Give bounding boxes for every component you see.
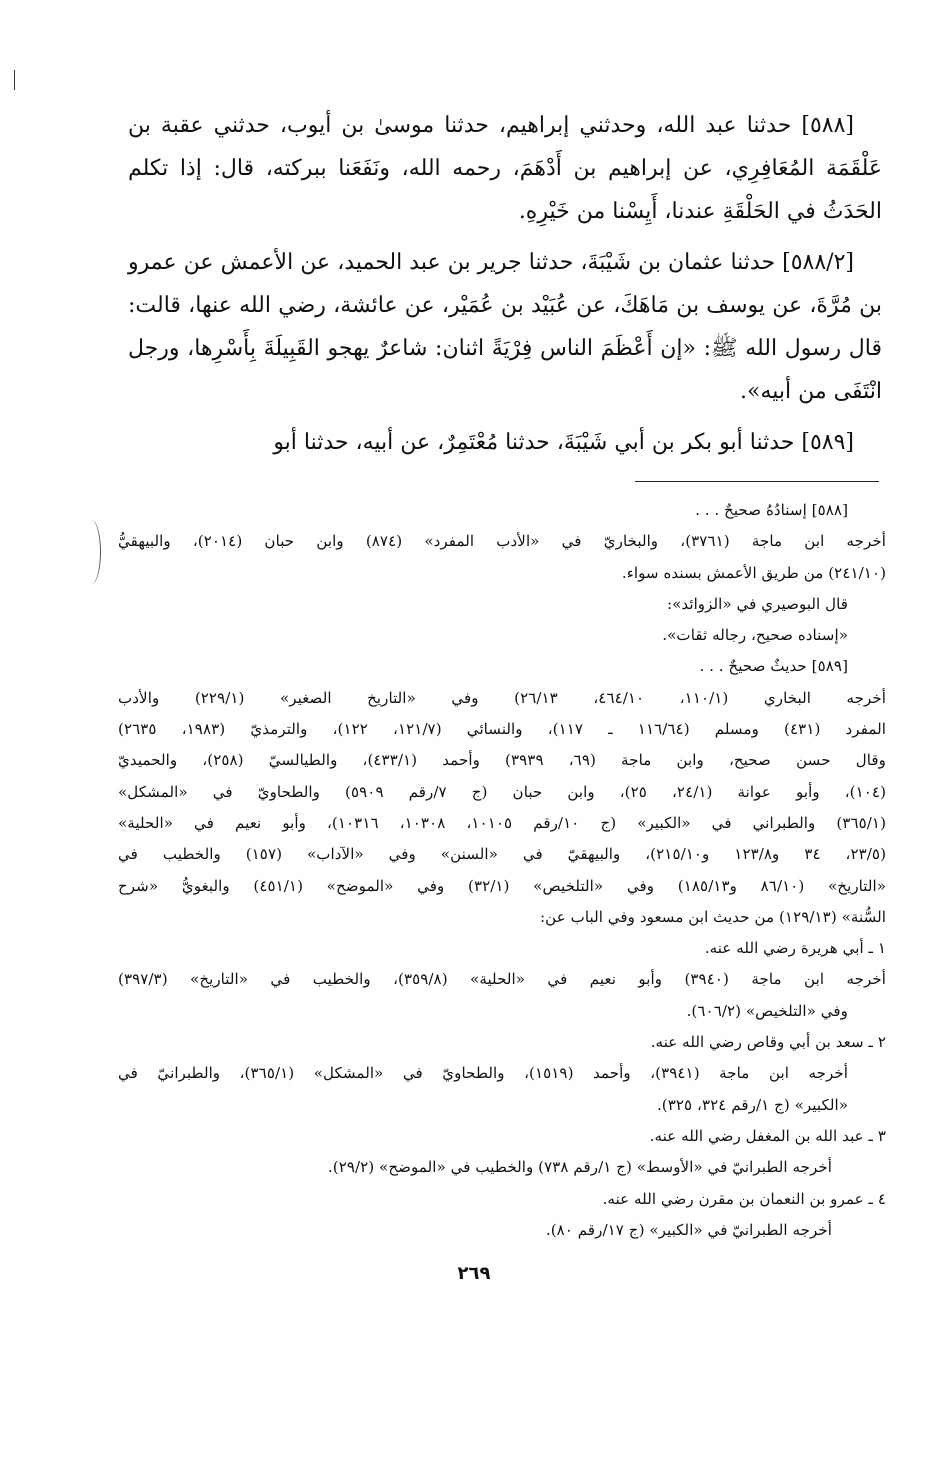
footnote-line: [٥٨٩] حديثٌ صحيحٌ . . .: [699, 657, 848, 676]
footnote-line: «الكبير» (ج ١/رقم ٣٢٤، ٣٢٥).: [656, 1095, 848, 1114]
footnote-line: [٥٨٨] إسنادُهُ صحيحٌ . . .: [695, 501, 848, 519]
footnote-line: أخرجه الطبرانيّ في «الكبير» (ج ١٧/رقم ٨٠).: [545, 1220, 832, 1239]
footnote-separator: [635, 481, 879, 482]
footnote-line: أخرجه ابن ماجة (٣٩٤١)، وأحمد (١٥١٩)، والطحاويّ في «المشكل» (٣٦٥/١)، والطبرانيّ في: [118, 1064, 848, 1083]
footnote-line: أخرجه البخاري (١١٠/١، ٤٦٤/١٠، ٢٦/١٣) وفي «التاريخ الصغير» (٢٢٩/١) والأدب: [118, 688, 886, 707]
footnote-line: وقال حسن صحيح، وابن ماجة (٦٩، ٣٩٣٩) وأحمد (٤٣٣/١)، والطيالسيّ (٢٥٨)، والحميديّ: [118, 751, 886, 770]
footnote-line: (٢٤١/١٠) من طريق الأعمش بسنده سواء.: [621, 563, 886, 582]
hadith-589: [٥٨٩] حدثنا أبو بكر بن أبي شَيْبَةَ، حدثنا مُعْتَمِرٌ، عن أبيه، حدثنا أبو: [273, 430, 854, 455]
footnotes: [118, 495, 886, 1246]
footnote-line: (٢٣/٥، ٣٤ و١٢٣/٨ و٢١٥/١٠)، والبيهقيّ في «السنن» وفي «الآداب» (١٥٧) والخطيب في: [118, 845, 886, 864]
footnote-line: وفي «التلخيص» (٦٠٦/٢).: [686, 1001, 848, 1020]
margin-mark: [14, 70, 15, 90]
hadith-588: [٥٨٨] حدثنا عبد الله، وحدثني إبراهيم، حدثنا موسىٰ بن أيوب، حدثني عقبة بن عَلْقَمَة المُعَافِرِي، عن إبراهيم بن أَدْهَمَ، رحمه الله، ونَفَعَنا ببركته، قال: إذا تكلم الحَدَثُ في الحَلْقَةِ عندنا، أَيِسْنا من خَيْرِهِ.: [128, 113, 882, 224]
hadith-588-2: [٥٨٨/٢] حدثنا عثمان بن شَيْبَةَ، حدثنا جرير بن عبد الحميد، عن الأعمش عن عمرو بن مُرَّةَ، عن يوسف بن مَاهَكَ، عن عُبَيْد بن عُمَيْر، عن عائشة، رضي الله عنها، قالت: قال رسول الله ﷺ: «إن أَعْظَمَ الناس فِرْيَةً اثنان: شاعرٌ يهجو القَبِيلَةَ بِأَسْرِها، ورجل انْتَفَى من أبيه».: [128, 250, 882, 404]
footnote-line: ٤ ـ عمرو بن النعمان بن مقرن رضي الله عنه.: [602, 1189, 886, 1208]
footnote-line: ٢ ـ سعد بن أبي وقاص رضي الله عنه.: [650, 1033, 886, 1052]
main-text: [128, 104, 882, 464]
footnote-line: (١٠٤)، وأبو عوانة (٢٤/١، ٢٥)، وابن حبان (ج ٧/رقم ٥٩٠٩) والطحاويّ في «المشكل»: [118, 782, 886, 801]
footnote-line: السُّنة» (١٢٩/١٣) من حديث ابن مسعود وفي الباب عن:: [540, 907, 886, 926]
footnote-line: ١ ـ أبي هريرة رضي الله عنه.: [704, 939, 886, 958]
footnote-line: (٣٦٥/١) والطبراني في «الكبير» (ج ١٠/رقم ١٠١٠٥، ١٠٣٠٨، ١٠٣١٦)، وأبو نعيم في «الحلية»: [118, 813, 886, 832]
footnote-line: قال البوصيري في «الزوائد»:: [666, 594, 848, 613]
footnote-line: أخرجه ابن ماجة (٣٧٦١)، والبخاريّ في «الأدب المفرد» (٨٧٤) وابن حبان (٢٠١٤)، والبيهقيُّ: [118, 532, 886, 551]
footnote-line: أخرجه الطبرانيّ في «الأوسط» (ج ١/رقم ٧٣٨) والخطيب في «الموضح» (٢٩/٢).: [327, 1158, 832, 1177]
footnote-line: أخرجه ابن ماجة (٣٩٤٠) وأبو نعيم في «الحلية» (٣٥٩/٨)، والخطيب في «التاريخ» (٣٩٧/٣): [118, 970, 886, 989]
footnote-line: «إسناده صحيح، رجاله ثقات».: [662, 626, 848, 645]
margin-bracket: [82, 520, 101, 584]
footnote-line: ٣ ـ عبد الله بن المغفل رضي الله عنه.: [649, 1126, 886, 1145]
page-number: ٢٦٩: [457, 1263, 491, 1284]
footnote-line: «التاريخ» (٨٦/١٠ و١٨٥/١٣) وفي «التلخيص» (٣٢/١) وفي «الموضح» (٤٥١/١) والبغويُّ «شرح: [118, 876, 886, 895]
footnote-line: المفرد (٤٣١) ومسلم (١١٦/٦٤ ـ ١١٧)، والنسائي (١٢١/٧، ١٢٢)، والترمذيّ (١٩٨٣، ٢٦٣٥): [118, 720, 886, 739]
